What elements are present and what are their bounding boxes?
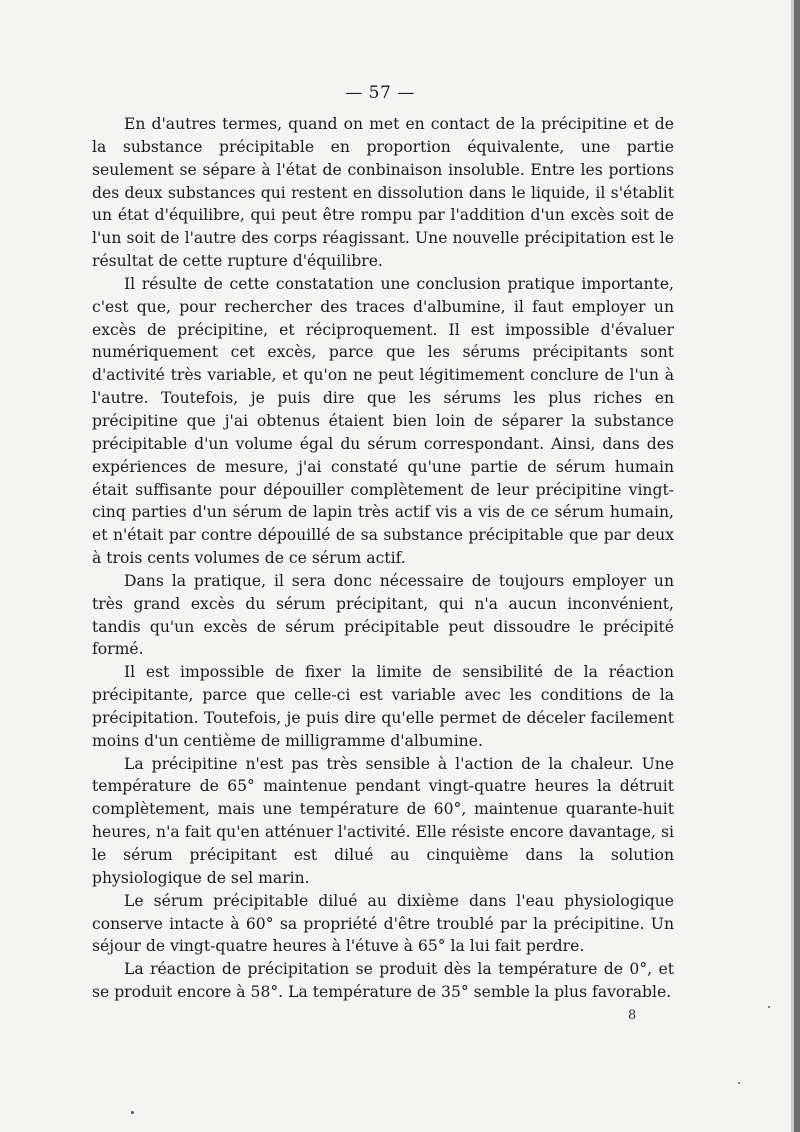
paragraph-1: En d'autres termes, quand on met en contact de la précipitine et de la substance précipitable en proportion équivalente, une partie seulement se sépare à l'état de conbinaison insoluble. Entre les portions des deux substances qui restent en dissolution dans le liquide, il s'établit un état d'équilibre, qui peut être rompu par l'addition d'un excès soit de l'un soit de l'autre des corps réagissant. Une nouvelle précipitation est le résultat de cette rupture d'équilibre. bbox=[92, 115, 674, 271]
paragraph-2: Il résulte de cette constatation une conclusion pratique importante, c'est que, pour rechercher des traces d'albumine, il faut employer un excès de précipitine, et réciproquement. Il est impossible d'évaluer numériquement cet excès, parce que les sérums précipitants sont d'activité très variable, et qu'on ne peut légitimement conclure de l'un à l'autre. Toutefois, je puis dire que les sérums les plus riches en précipitine que j'ai obtenus étaient bien loin de séparer la substance précipitable d'un volume égal du sérum correspondant. Ainsi, dans des expériences de mesure, j'ai constaté qu'une partie de sérum humain était suffisante pour dépouiller complètement de leur précipitine vingt-cinq parties d'un sérum de lapin très actif vis a vis de ce sérum humain, et n'était par contre dépouillé de sa substance précipitable que par deux à trois cents volumes de ce sérum actif. bbox=[92, 274, 674, 568]
paragraph-7: La réaction de précipitation se produit dès la température de 0°, et se produit encore à 58°. La température de 35° semble la plus favorable. bbox=[92, 960, 674, 1002]
body-text bbox=[92, 113, 674, 1004]
paragraph-6: Le sérum précipitable dilué au dixième dans l'eau physiologique conserve intacte à 60° sa propriété d'être troublé par la précipitine. Un séjour de vingt-quatre heures à l'étuve à 65° la lui fait perdre. bbox=[92, 891, 674, 956]
paragraph-4: Il est impossible de fixer la limite de sensibilité de la réaction précipitante, parce que celle-ci est variable avec les conditions de la précipitation. Toutefois, je puis dire qu'elle permet de déceler facilement moins d'un centième de milligramme d'albumine. bbox=[92, 663, 674, 750]
signature-mark: 8 bbox=[628, 1008, 637, 1023]
scan-speck bbox=[768, 1006, 770, 1008]
scan-speck bbox=[738, 1082, 740, 1084]
page-edge bbox=[794, 0, 800, 1132]
paragraph-5: La précipitine n'est pas très sensible à l'action de la chaleur. Une température de 65° maintenue pendant vingt-quatre heures la détruit complètement, mais une température de 60°, maintenue quarante-huit heures, n'a fait qu'en atténuer l'activité. Elle résiste encore davantage, si le sérum précipitant est dilué au cinquième dans la solution physiologique de sel marin. bbox=[92, 754, 674, 887]
scan-speck bbox=[131, 1111, 134, 1114]
page-number: — 57 — bbox=[345, 83, 415, 103]
paragraph-3: Dans la pratique, il sera donc nécessaire de toujours employer un très grand excès du sérum précipitant, qui n'a aucun inconvénient, tandis qu'un excès de sérum précipitable peut dissoudre le précipité formé. bbox=[92, 571, 674, 659]
